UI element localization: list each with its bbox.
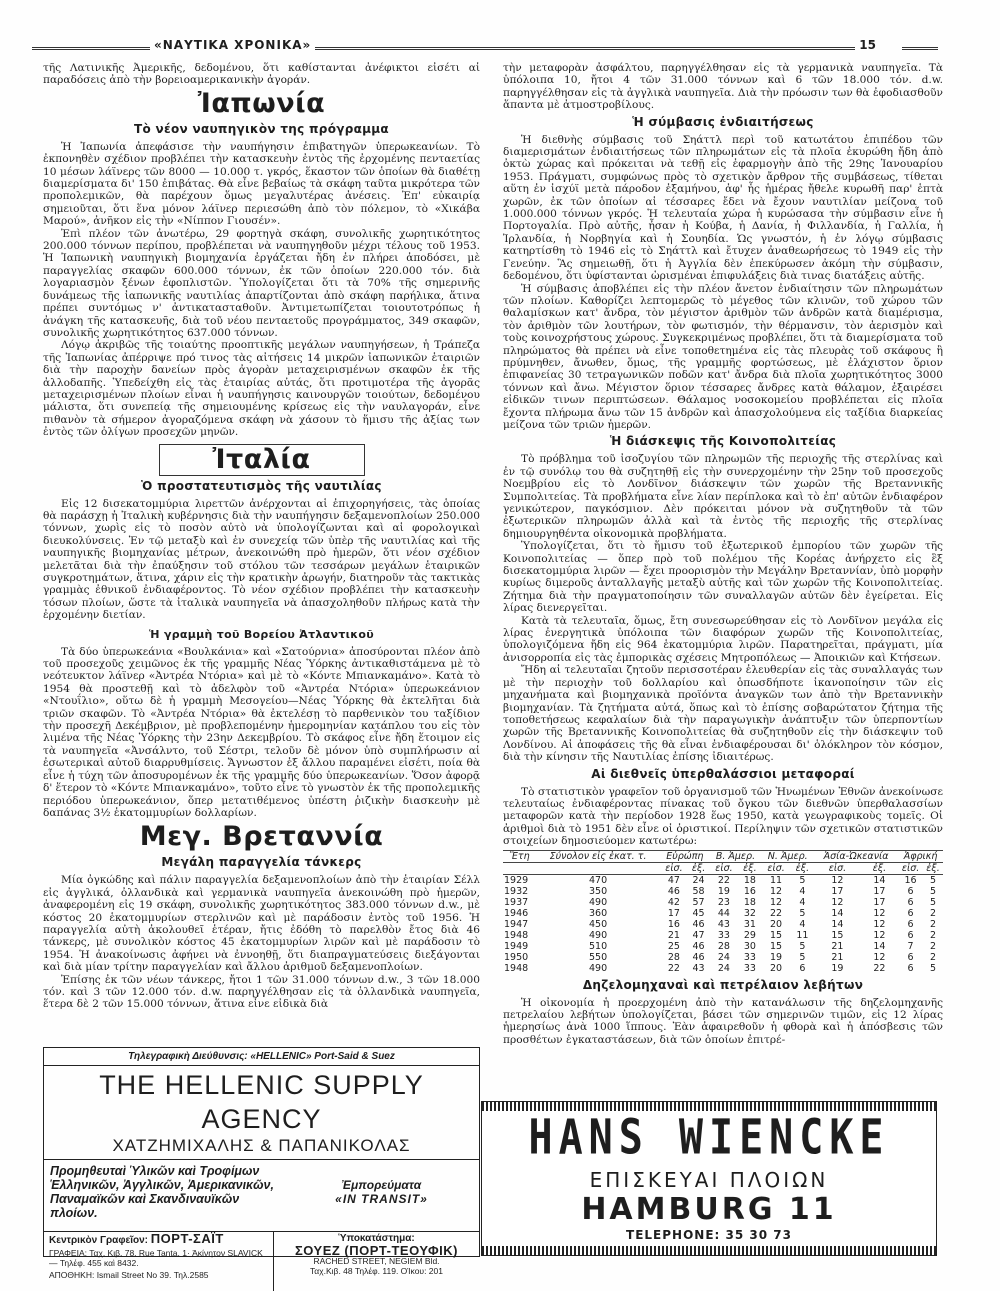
table-cell: 14 — [873, 940, 886, 952]
table-cell: 33 — [743, 951, 756, 963]
table-cell: 6 — [907, 918, 914, 930]
table-cell: 12 — [831, 874, 844, 886]
table-cell: 350 — [588, 885, 608, 897]
right-intro-paragraph: τὴν μεταφορὰν ἀσφάλτου, παρηγγέλθησαν εἰς τὰ γερμανικὰ ναυπηγεῖα. Τὰ ὑπόλοιπα 10, ἤτοι 4 τῶν 31.000 τόννων καὶ 6 τῶν 18.000 τόν. d.w. παρηγγέλθησαν εἰς τὰ ἀγγλικὰ ναυπηγεῖα. Διὰ τὴν πρόωσιν των θὰ ἐφοδιασθοῦν ἅπαντα μὲ ἀτμοστροβίλους. — [503, 62, 943, 112]
table-header-cell: Ἔτη — [503, 850, 536, 862]
table-cell: 44 — [717, 907, 730, 919]
table-cell: 550 — [588, 951, 608, 963]
table-cell: 47 — [667, 874, 680, 886]
table-cell: 21 — [831, 951, 844, 963]
table-cell: 7 — [907, 940, 914, 952]
commonwealth-paragraph-4: Ἤδη αἱ τελευταῖαι ζητοῦν περισσοτέραν ἐλευθερίαν εἰς τὰς συναλλαγάς των μὲ τὴν περιοχὴν τοῦ δολλαρίου καὶ ὁπωσδήποτε ἱκανοποίησιν τῶν εἰς μηχανήματα καὶ βιομηχανικὰ προϊόντα ἀναγκῶν των ἀπὸ τὴν Βρεταννικὴν βιομηχανίαν. Τὰ ζητήματα αὐτά, ὅπως καὶ τὸ ἐπίσης σοβαρώτατον ζήτημα τῆς τοποθετήσεως κεφαλαίων διὰ τὴν παραγωγικὴν ἀνάπτυξιν τῶν ὑπερποντίων χωρῶν τῆς Βρεταννικῆς Κοινοπολιτείας θὰ συζητηθοῦν εἰς τὴν διάσκεψιν τοῦ Λονδίνου. Αἱ ἀποφάσεις τῆς θὰ εἶναι ἐνδιαφέρουσαι δι' ὁλόκληρον τὸν κόσμον, διὰ τὴν κίνησιν τῆς Ναυτιλίας ἐπίσης ἰδιαιτέρως. — [503, 664, 943, 764]
subtitle-diesel: Δηζελομηχαναὶ καὶ πετρέλαιον λεβήτων — [582, 977, 864, 992]
table-cell: 6 — [907, 929, 914, 941]
ad-head-office — [44, 1232, 274, 1291]
table-cell: 33 — [743, 962, 756, 974]
japan-paragraph-1: Ἡ Ἰαπωνία ἀπεφάσισε τὴν ναυπήγησιν ἐπιβατηγῶν ὑπερωκεανίων. Τὸ ἐκπονηθὲν σχέδιον προβλέπει τὴν κατασκευὴν ἐντὸς τῆς ἐρχομένης πενταετίας 10 μέσων λάϊνερς τῶν 8000 — 10.000 τ. γκρός, ἕκαστον τῶν ὁποίων θὰ διαθέτῃ διαμερίσματα δι' 150 ἐπιβάτας. Θὰ εἶνε βεβαίως τὰ σκάφη ταῦτα μικρότερα τῶν προπολεμικῶν, θὰ παρέχουν ὅμως μεγαλυτέρας ἀνέσεις. Ἐπ' εὐκαιρίᾳ σημειοῦται, ὅτι ἕνα μόνον λάϊνερ περιεσώθη ἀπὸ τὸν πόλεμον, τὸ «Χικάβα Μαρού», ἀνῆκον εἰς τὴν «Νίππον Γιουσέν». — [43, 140, 480, 228]
ad-supplies-text: Προμηθευταὶ Ὑλικῶν καὶ Τροφίμων Ἑλληνικῶν, Ἀγγλικῶν, Ἀμερικανικῶν, Παναμαϊκῶν καὶ Σκανδιναυϊκῶν πλοίων. — [50, 1164, 274, 1220]
table-cell: 1932 — [504, 885, 529, 897]
table-cell: 6 — [907, 885, 914, 897]
convention-paragraph-1: Ἡ διεθνὴς σύμβασις τοῦ Σηάττλ περὶ τοῦ κατωτάτου ἐπιπέδου τῶν διαμερισμάτων ἐνδιαιτήσεως τῶν πληρωμάτων εἰς τὰ πλοῖα ἐκυρώθη ἤδη ἀπὸ ὀκτὼ χώρας καὶ πρόκειται νὰ τεθῇ εἰς ἐφαρμογὴν ἀπὸ τῆς 29ης Ἰανουαρίου 1953. Πράγματι, συμφώνως πρὸς τὸ σχετικὸν ἄρθρον τῆς συμβάσεως, τίθεται αὕτη ἐν ἰσχύϊ μετὰ πάροδον ἐξαμήνου, ἀφ' ἧς ἡμέρας ἤθελε κυρωθῆ παρ' ἑπτὰ χωρῶν, ἐκ τῶν ὁποίων αἱ τέσσαρες ἔδει νὰ ἔχουν ναυτιλίαν μείζονα τοῦ 1.000.000 τόννων γκρός. Ἡ τελευταία χώρα ἡ κυρώσασα τὴν σύμβασιν εἶνε ἡ Πορτογαλία. Πρὸ αὐτῆς, ἦσαν ἡ Κούβα, ἡ Δανία, ἡ Φιλλανδία, ἡ Γαλλία, ἡ Ἰρλανδία, ἡ Νορβηγία καὶ ἡ Σουηδία. Ὡς γνωστόν, ἡ ἐν λόγῳ σύμβασις κατηρτίσθη τὸ 1946 εἰς τὸ Σηάττλ καὶ ἔτυχεν ἀναθεωρήσεως τὸ 1949 εἰς τὴν Γενεύην. Ἃς σημειωθῇ, ὅτι ἡ Ἀγγλία δὲν ἐπεκύρωσεν ἀκόμη τὴν σύμβασιν, δεδομένου, ὅτι ὑφίστανται ὡρισμέναι ἐπιφυλάξεις διὰ τινας διατάξεις αὐτῆς. — [503, 133, 943, 283]
table-subheader-cell: ἐξ. — [923, 862, 943, 874]
subtitle-britain: Μεγάλη παραγγελία τάνκερς — [161, 855, 362, 870]
subtitle-commonwealth: Ἡ διάσκεψις τῆς Κοινοπολιτείας — [609, 434, 837, 449]
table-cell: 46 — [692, 918, 705, 930]
table-cell: 46 — [692, 951, 705, 963]
ad-office-line-2: ΑΠΟΘΗΚΗ: Ismail Street No 39. Τηλ.2585 — [49, 1270, 209, 1280]
table-cell: 1949 — [504, 940, 529, 952]
table-cell: 14 — [831, 918, 844, 930]
table-cell: 6 — [907, 896, 914, 908]
ad-owners: ΧΑΤΖΗΜΙΧΑΛΗΣ & ΠΑΠΑΝΙΚΟΛΑΣ — [44, 1136, 479, 1160]
table-cell: 45 — [692, 907, 705, 919]
table-cell: 5 — [799, 940, 806, 952]
subtitle-convention: Ἡ σύμβασις ἐνδιαιτήσεως — [632, 114, 814, 129]
table-subheader-cell: εἰσ. — [710, 862, 739, 874]
table-cell: 15 — [831, 929, 844, 941]
table-cell: 20 — [770, 962, 783, 974]
ad-company-name: HANS WIENCKE — [528, 1110, 890, 1166]
convention-paragraph-2: Ἡ σύμβασις ἀποβλέπει εἰς τὴν πλέον ἄνετον ἐνδιαίτησιν τῶν πληρωμάτων τῶν πλοίων. Καθορίζει λεπτομερῶς τὸ μέγεθος τῶν κλινῶν, τοῦ χώρου τῶν θαλαμίσκων κατ' ἄνδρα, τὸν μέγιστον ἀριθμὸν τῶν ἀνδρῶν κατὰ διαμέρισμα, τὸν ἀριθμὸν τῶν λουτήρων, τὸν φωτισμόν, τὴν θέρμανσιν, τὸν ἀερισμὸν καὶ τοὺς κοινοχρήστους χώρους. Συγκεκριμένως προβλέπει, ὅτι τὰ διαμερίσματα τοῦ πληρώματος θὰ πρέπει νὰ εἶνε τοποθετημένα εἰς τὰς πλευρὰς τοῦ σκάφους ἢ πρύμνηθεν, ἄνωθεν, ὅμως, τῆς γραμμῆς φορτώσεως, μὲ ἐλάχιστον ὅριον ἐπιφανείας 30 τετραγωνικῶν ποδῶν κατ' ἄνδρα διὰ πλοῖα χωρητικότητος 3000 τόννων καὶ ἄνω. Μέγιστον ὅριον τέσσαρες ἄνδρες κατὰ θάλαμον, ἐξαιρέσει εἰδικῶν τινων περιπτώσεων. Θάλαμος νοσοκομείου προβλέπεται εἰς πλοῖα ἔχοντα πλήρωμα ἄνω τῶν 15 ἀνδρῶν καὶ ἀπασχολούμενα εἰς ταξίδια διαρκείας μείζονα τῶν τριῶν ἡμερῶν. — [503, 282, 943, 431]
japan-paragraph-3: Λόγῳ ἀκριβῶς τῆς τοιαύτης προοπτικῆς μεγάλων ναυπηγήσεων, ἡ Τράπεζα τῆς Ἰαπωνίας ἀπέρριψε πρό τινος τὰς αἰτήσεις 14 μικρῶν ἰαπωνικῶν ἑταιριῶν διὰ τὴν παροχὴν δανείων πρὸς ἀγορὰν μεταχειρισμένων σκαφῶν ἐκ τῆς ἀλλοδαπῆς. Ὑπεδείχθη εἰς τὰς ἑταιρίας αὐτάς, ὅτι προτιμοτέρα τῆς ἀγορᾶς μεταχειρισμένων πλοίων εἶναι ἡ ναυπήγησις καινουργῶν τοιούτων, δεδομένου μάλιστα, ὅτι συνεπείᾳ τῆς σημειουμένης κρίσεως εἰς τὴν ναυλαγοράν, εἶνε πιθανὸν τὰ σήμερον ἀγοραζόμενα σκάφη νὰ χάσουν τὸ ἥμισυ τῆς ἀξίας των ἐντὸς τῶν ὀλίγων προσεχῶν μηνῶν. — [43, 339, 480, 439]
ad-telegraph-address: Τηλεγραφικὴ Διεύθυνσις: «HELLENIC» Port-Said & Suez — [44, 1048, 479, 1066]
table-header-cell: Β. Ἀμερ. — [710, 850, 762, 862]
ad-telephone: TELEPHONE: 35 30 73 — [626, 1228, 792, 1242]
table-cell: 22 — [873, 962, 886, 974]
table-row — [503, 897, 943, 908]
table-body — [503, 874, 943, 974]
table-row — [503, 930, 943, 941]
table-cell: 490 — [588, 962, 608, 974]
table-cell: 12 — [873, 951, 886, 963]
subtitle-japan: Τὸ νέον ναυπηγικὸν της πρόγραμμα — [134, 121, 389, 136]
table-cell: 12 — [873, 918, 886, 930]
table-header-cell: Ν. Ἀμερ. — [761, 850, 814, 862]
table-row — [503, 963, 943, 974]
left-intro-paragraph: τῆς Λατινικῆς Ἀμερικῆς, δεδομένου, ὅτι καθίστανται ἀνέφικτοι εἰσέτι αἱ παραδόσεις ἀπὸ τὴν βορειοαμερικανικὴν ἀγοράν. — [43, 62, 480, 87]
transport-statistics-table — [503, 850, 943, 974]
table-subheader-cell: ἐξ. — [738, 862, 761, 874]
table-cell: 23 — [717, 896, 730, 908]
britain-paragraph-2: Ἐπίσης ἐκ τῶν νέων τάνκερς, ἤτοι 1 τῶν 31.000 τόννων d.w., 3 τῶν 18.000 τόν. καὶ 3 τῶν 12.000 τόν. d.w. παρηγγέλθησαν εἰς τὰ ὀλλανδικὰ ναυπηγεῖα, ἕτερα δὲ 2 τῶν 15.000 τόννων, ἅτινα εἶνε εἰδικὰ διὰ — [43, 973, 480, 1011]
table-cell: 470 — [588, 874, 608, 886]
table-cell: 16 — [904, 874, 917, 886]
publication-title: «ΝΑΥΤΙΚΑ ΧΡΟΝΙΚΑ» — [150, 38, 315, 52]
subtitle-italy: Ὁ προστατευτισμὸς τῆς ναυτιλίας — [141, 478, 382, 493]
table-cell: 57 — [692, 896, 705, 908]
table-header-cell: Εὐρώπη — [660, 850, 709, 862]
table-cell: 4 — [799, 918, 806, 930]
japan-paragraph-2: Ἐπὶ πλέον τῶν ἀνωτέρω, 29 φορτηγὰ σκάφη, συνολικῆς χωρητικότητος 200.000 τόννων περίπου, προβλέπεται νὰ ναυπηγηθοῦν μέχρι τέλους τοῦ 1953. Ἡ Ἰαπωνικὴ ναυπηγικὴ βιομηχανία ἐργάζεται ἤδη ἐν πλήρει ἀποδόσει, μὲ παραγγελίας σκαφῶν 600.000 τόννων, ἐκ τῶν ὁποίων 220.000 τόν. διὰ λογαριασμὸν ξένων ἐφοπλιστῶν. Ὑπολογίζεται ὅτι τὰ 70% τῆς σημερινῆς δυνάμεως τῆς ἰαπωνικῆς ναυτιλίας ἀπαρτίζονται ἀπὸ σκάφη παρήλικα, ἅτινα πρέπει συντόμως ν' ἀντικατασταθοῦν. Ἀντιμετωπίζεται τοιουτοτρόπως ἡ ἀνάγκη τῆς κατασκευῆς, διὰ τοῦ νέου πενταετοῦς προγράμματος, 349 σκαφῶν, συνολικῆς χωρητικότητος 637.000 τόννων. — [43, 227, 480, 339]
table-cell: 1947 — [504, 918, 529, 930]
header-rule-left — [32, 47, 152, 50]
table-cell: 1950 — [504, 951, 529, 963]
table-cell: 2 — [929, 918, 937, 930]
table-cell: 19 — [770, 951, 783, 963]
table-cell: 14 — [873, 874, 886, 886]
table-cell: 1946 — [504, 907, 529, 919]
ad-branch-label: Ὑποκατάστημα: — [338, 1233, 415, 1244]
ad-branch-city: ΣΟΥΕΖ (ΠΟΡΤ-ΤΕΟΥΦΙΚ) — [294, 1243, 459, 1258]
table-cell: 47 — [692, 929, 705, 941]
table-cell: 2 — [929, 907, 937, 919]
table-cell: 360 — [588, 907, 608, 919]
ad-office-label: Κεντρικὸν Γραφεῖον: — [49, 1235, 149, 1246]
table-cell: 1948 — [504, 929, 529, 941]
header-rule-middle — [262, 47, 862, 50]
ad-branch-office — [274, 1232, 479, 1291]
table-cell: 11 — [796, 929, 809, 941]
table-cell: 42 — [667, 896, 680, 908]
table-cell: 17 — [831, 885, 844, 897]
table-row — [503, 941, 943, 952]
table-header-cell: Ἀσία-Ὠκεανία — [814, 850, 898, 862]
table-cell: 2 — [929, 929, 937, 941]
subtitle-transport: Αἱ διεθνεῖς ὑπερθαλάσσιοι μεταφοραί — [591, 766, 855, 781]
table-cell: 6 — [907, 962, 914, 974]
table-subheader-cell: ἐξ. — [791, 862, 814, 874]
section-title-britain: Μεγ. Βρεταννία — [139, 821, 384, 853]
table-cell: 12 — [873, 907, 886, 919]
table-cell: 11 — [770, 874, 783, 886]
table-cell: 2 — [929, 951, 937, 963]
table-cell: 12 — [831, 896, 844, 908]
ad-transit-line-1: Ἐμπορεύματα — [341, 1178, 422, 1192]
table-cell: 58 — [692, 885, 705, 897]
right-column — [503, 62, 943, 1106]
table-cell: 46 — [692, 940, 705, 952]
hans-wiencke-ad — [481, 1101, 937, 1256]
table-cell: 5 — [799, 874, 806, 886]
table-cell: 17 — [873, 896, 886, 908]
italy-paragraph-2: Τὰ δύο ὑπερωκεάνια «Βουλκάνια» καὶ «Σατούρνια» ἀποσύρονται πλέον ἀπὸ τοῦ προσεχοῦς χειμῶνος ἐκ τῆς γραμμῆς Νέας Ὑόρκης ἀντικαθιστάμενα μὲ τὸ νεότευκτον λάϊνερ «Ἀντρέα Ντόρια» καὶ μὲ τὸ «Κόντε Μπιανκαμάνο». Κατὰ τὸ 1954 θὰ προστεθῇ καὶ τὸ ἀδελφὸν τοῦ «Ἀντρέα Ντόρια» ὑπερωκεάνιον «Ντουΐλιο», οὕτω δὲ ἡ γραμμὴ Μεσογείου—Νέας Ὑόρκης θὰ ἐκτελῆται διὰ τριῶν σκαφῶν. Τὸ «Ἀντρέα Ντόρια» θὰ ἐκτελέσῃ τὸ παρθενικὸν του ταξίδιον τὴν προσεχῆ Δεκέμβριον, μὲ προβλεπομένην ἡμερομηνίαν κατάπλου του εἰς τὸν λιμένα τῆς Νέας Ὑόρκης τὴν 23ην Δεκεμβρίου. Τὸ σκάφος εἶνε ἤδη ἕτοιμον εἰς τὰ ναυπηγεῖα «Ἀνσάλντο, τοῦ Σέστρι, τελοῦν δὲ μόνον ὑπὸ συμπλήρωσιν αἱ ἐσωτερικαὶ αὐτοῦ διαρρυθμίσεις. Ἄγνωστον ἐξ ἄλλου παραμένει εἰσέτι, ποία θὰ εἶνε ἡ τύχη τῶν ἀποσυρομένων ἐκ τῆς γραμμῆς δύο ὑπερωκεανίων. Ὅσον ἀφορᾷ δ' ἕτερον τὸ «Κόντε Μπιανκαμάνο», τοῦτο εἶνε τὸ γνωστὸν ἐκ τῆς προπολεμικῆς περιόδου ὑπερωκεάνιον, ὅπερ μετατιθέμενος ὑπέστη ῥιζικὴν διασκευὴν μὲ δαπάνας 3½ ἑκατομμυρίων δολλαρίων. — [43, 645, 480, 819]
table-cell: 12 — [873, 929, 886, 941]
table-cell: 22 — [667, 962, 680, 974]
table-cell: 6 — [907, 951, 914, 963]
table-subheader-cell: εἰσ. — [814, 862, 861, 874]
table-cell: 28 — [717, 940, 730, 952]
table-cell: 29 — [743, 929, 756, 941]
table-cell: 18 — [743, 896, 756, 908]
transport-paragraph-1: Τὸ στατιστικὸν γραφεῖον τοῦ ὀργανισμοῦ τῶν Ἡνωμένων Ἐθνῶν ἀνεκοίνωσε τελευταίως ἐνδιαφέροντας πίνακας τοῦ ὄγκου τῶν διεθνῶν ὑπερθαλασσίων μεταφορῶν κατὰ τὴν περίοδον 1928 ἕως 1950, κατὰ γεωγραφικοὺς τομεῖς. Οἱ ἀριθμοὶ διὰ τὸ 1951 δὲν εἶνε οἱ ὁριστικοί. Περίληψιν τῶν σχετικῶν στατιστικῶν στοιχείων δημοσιεύομεν κατωτέρω: — [503, 785, 943, 848]
table-cell: 21 — [831, 940, 844, 952]
table-cell: 6 — [907, 907, 914, 919]
subtitle-north-atlantic: Ἡ γραμμὴ τοῦ Βορείου Ἀτλαντικοῦ — [149, 627, 374, 641]
table-row — [503, 874, 943, 886]
table-cell: 22 — [770, 907, 783, 919]
table-cell: 15 — [770, 940, 783, 952]
ad-office-heading — [49, 1231, 268, 1246]
table-cell: 12 — [770, 885, 783, 897]
table-cell: 20 — [770, 918, 783, 930]
page-number: 15 — [855, 38, 880, 52]
table-cell: 2 — [929, 940, 937, 952]
ad-service: ΕΠΙΣΚΕΥΑΙ ΠΛΟΙΩΝ — [589, 1168, 829, 1192]
table-cell: 19 — [831, 962, 844, 974]
table-cell: 16 — [667, 918, 680, 930]
table-cell: 32 — [743, 907, 756, 919]
table-cell: 46 — [667, 885, 680, 897]
table-cell: 17 — [873, 885, 886, 897]
table-cell: 14 — [831, 907, 844, 919]
table-cell: 30 — [743, 940, 756, 952]
ad-branch-line-2: Ταχ.Κιβ. 48 Τηλέφ. 119. ΟΊκου: 201 — [310, 1266, 443, 1276]
britain-paragraph-1: Μία ὀγκώδης καὶ πάλιν παραγγελία δεξαμενοπλοίων ἀπὸ τὴν ἑταιρίαν Σέλλ εἰς ἀγγλικά, ὀλλανδικὰ καὶ γερμανικὰ ναυπηγεῖα ἀνεκοινώθη πρὸ ἡμερῶν, ἀναφερομένη εἰς 19 σκάφη, συνολικῆς χωρητικότητος 383.000 τόννων d.w., μὲ κόστος 20 ἑκατομμυρίων στερλινῶν καὶ μὲ παράδοσιν ἐντὸς τοῦ 1956. Ἡ παραγγελία αὐτὴ ἀκολουθεῖ ἑτέραν, ἤτις ἐδόθη τὸ παρελθὸν ἔτος διὰ 46 τάνκερς, μὲ συνολικὸν κόστος 45 ἑκατομμυρίων λιρῶν καὶ μὲ παράδοσιν τὸ 1954. Ἡ ἀνακοίνωσις ἀφήνει νὰ ἐννοηθῇ, ὅτι διαπραγματεύσεις διεξάγονται καὶ διὰ μίαν τρίτην παραγγελίαν καὶ ἄλλου ἀριθμοῦ δεξαμενοπλοίων. — [43, 874, 480, 974]
diesel-paragraph-1: Ἡ οἰκονομία ἡ προερχομένη ἀπὸ τὴν κατανάλωσιν τῆς δηζελομηχανῆς πετρελαίου λεβήτων ὑπολογίζεται, βάσει τῶν σημερινῶν τιμῶν, εἰς 12 λίρας ἡμερησίως ἀνὰ 1000 ἵππους. Ἐὰν ἀφαιρεθοῦν ἡ φθορὰ καὶ ἡ ἀπόσβεσις τῶν προσθέτων ἐγκαταστάσεων, διὰ τῶν ὁποίων ἐπιτρέ- — [503, 996, 943, 1046]
table-cell: 15 — [770, 929, 783, 941]
table-subheader-cell: ἐξ. — [688, 862, 710, 874]
table-header-cell: Ἀφρική — [898, 850, 943, 862]
table-cell: 22 — [717, 874, 730, 886]
table-cell: 21 — [667, 929, 680, 941]
table-cell: 1948 — [504, 962, 529, 974]
ad-agency-name: THE HELLENIC SUPPLY AGENCY — [99, 1070, 424, 1134]
table-cell: 5 — [929, 962, 937, 974]
table-cell: 5 — [929, 874, 937, 886]
table-cell: 24 — [717, 951, 730, 963]
table-header-cell: Σύνολον εἰς ἑκατ. τ. — [536, 850, 660, 862]
table-cell: 5 — [929, 885, 937, 897]
table-cell: 43 — [692, 962, 705, 974]
page-header — [32, 38, 938, 56]
table-cell: 18 — [743, 874, 756, 886]
table-cell: 5 — [799, 951, 806, 963]
ad-border-bottom — [482, 1246, 936, 1255]
table-subheader-cell — [503, 862, 536, 874]
table-row — [503, 952, 943, 963]
table-cell: 16 — [743, 885, 756, 897]
table-cell: 5 — [799, 907, 806, 919]
table-cell: 43 — [717, 918, 730, 930]
table-cell: 33 — [717, 929, 730, 941]
header-rule-right — [902, 47, 938, 50]
ad-transit-box — [284, 1160, 479, 1231]
table-row — [503, 908, 943, 919]
ad-bottom-row — [44, 1232, 479, 1291]
table-cell: 4 — [799, 896, 806, 908]
table-subheader-cell: εἰσ. — [761, 862, 790, 874]
section-title-italy: Ἰταλία — [159, 444, 365, 476]
hellenic-supply-agency-ad — [43, 1047, 480, 1280]
ad-middle-row — [44, 1160, 479, 1232]
table-cell: 19 — [717, 885, 730, 897]
table-cell: 12 — [770, 896, 783, 908]
section-title-japan: Ἰαπωνία — [197, 87, 326, 119]
italy-paragraph-1: Εἰς 12 δισεκατομμύρια λιρεττῶν ἀνέρχονται αἱ ἐπιχορηγήσεις, τὰς ὁποίας θὰ παράσχῃ ἡ Ἰταλικὴ κυβέρνησις διὰ τὴν ναυπήγησιν δεξαμενοπλοίων 250.000 τόννων, χωρὶς εἰς τὸ ποσὸν αὐτὸ νὰ ὑπολογίζωνται καὶ αἱ φορολογικαὶ διευκολύνσεις. Ἐν τῷ μεταξὺ καὶ ἐν συνεχείᾳ τῶν ὑπὲρ τῆς ναυτιλίας καὶ τῆς ναυπηγικῆς βιομηχανίας μέτρων, ἀνεκοινώθη πρὸ ἡμερῶν, ὅτι νέον σχέδιον μελετᾶται διὰ τὴν ἐπαύξησιν τοῦ στόλου τῶν τεσσάρων μεγάλων ἑταιρικῶν συγκροτημάτων, ἅτινα, χάριν εἰς τὴν κρατικὴν ἀρωγήν, διατηροῦν τὰς τακτικὰς γραμμὰς ἐθνικοῦ ἐνδιαφέροντος. Τὸ νέον σχέδιον προβλέπει τὴν κατασκευὴν τόσων πλοίων, ὥστε τὰ ἰταλικὰ ναυπηγεῖα νὰ ἀπασχοληθοῦν πλήρως κατὰ τὴν ἐρχομένην διετίαν. — [43, 497, 480, 622]
table-cell: 1937 — [504, 896, 529, 908]
table-cell: 31 — [743, 918, 756, 930]
table-cell: 5 — [929, 896, 937, 908]
ad-city: HAMBURG 11 — [581, 1192, 837, 1227]
left-column — [43, 62, 480, 1040]
table-cell: 24 — [717, 962, 730, 974]
table-subheader-cell — [536, 862, 660, 874]
table-subheader-cell: εἰσ. — [660, 862, 687, 874]
ad-office-city: ΠΟΡΤ-ΣΑΪΤ — [150, 1231, 224, 1246]
ad-office-line-1: ΓΡΑΦΕΙΑ: Ταχ. Κιβ. 78. Rue Tanta, 1· Ἀκίνητον SLAVICK— Τηλέφ. 455 καὶ 8432. — [49, 1248, 263, 1268]
table-cell: 24 — [692, 874, 705, 886]
ad-transit-line-2: «IN TRANSIT» — [335, 1192, 428, 1206]
table-header-row — [503, 850, 943, 862]
table-cell: 6 — [799, 962, 806, 974]
table-cell: 17 — [667, 907, 680, 919]
ad-branch-line-1: RACHED STREET, NEGIEM Bld. — [313, 1256, 440, 1266]
table-row — [503, 886, 943, 897]
table-subheader-cell: ἐξ. — [861, 862, 898, 874]
table-cell: 1929 — [504, 874, 529, 886]
commonwealth-paragraph-2: Ὑπολογίζεται, ὅτι τὸ ἥμισυ τοῦ ἐξωτερικοῦ ἐμπορίου τῶν χωρῶν τῆς Κοινοπολιτείας — ὅπερ πρὸ τοῦ πολέμου τῆς Κορέας ἀνήρχετο εἰς ἓξ δισεκατομμύρια λιρῶν — ἔχει προορισμὸν τὴν Μεγάλην Βρεταννίαν, ὑπὸ μορφὴν κυρίως διμεροῦς ἀνταλλαγῆς μεταξὺ αὐτῆς καὶ τῶν χωρῶν τῆς Κοινοπολιτείας. Ζήτημα διὰ τὴν πραγματοποίησιν τῶν συναλλαγῶν αὐτῶν δὲν ἐγείρεται. Εἰς λίρας διενεργεῖται. — [503, 540, 943, 615]
commonwealth-paragraph-3: Κατὰ τὰ τελευταῖα, ὅμως, ἔτη συνεσωρεύθησαν εἰς τὸ Λονδῖνον μεγάλα εἰς λίρας ἐνεργητικὰ ὑπόλοιπα τῶν διαφόρων χωρῶν τῆς Κοινοπολιτείας, ὑπολογιζόμενα ἤδη εἰς 964 ἑκατομμύρια λιρῶν. Παρατηρεῖται, πράγματι, μία ἀνισορροπία εἰς τὰς ἐμπορικὰς σχέσεις Μητροπόλεως — Ἀποικιῶν καὶ Κτήσεων. — [503, 614, 943, 664]
commonwealth-paragraph-1: Τὸ πρόβλημα τοῦ ἰσοζυγίου τῶν πληρωμῶν τῆς περιοχῆς τῆς στερλίνας καὶ ἐν τῷ συνόλῳ του θὰ συζητηθῇ εἰς τὴν συνερχομένην τὴν 25ην τοῦ προσεχοῦς Νοεμβρίου εἰς τὸ Λονδῖνον διάσκεψιν τῶν χωρῶν τῆς Βρεταννικῆς Συμπολιτείας. Τὰ προβλήματα εἶνε λίαν περίπλοκα καὶ τὸ ἐπ' αὐτῶν ἐνδιαφέρον γενικώτερον, παγκόσμιον. Δὲν πρόκειται μόνον νὰ συζητηθοῦν τὰ τῶν ἐξωτερικῶν πληρωμῶν ἀλλὰ καὶ τὰ ἐντὸς τῆς περιοχῆς τῆς στερλίνας δημιουργηθέντα οἰκονομικὰ προβλήματα. — [503, 453, 943, 540]
table-cell: 510 — [588, 940, 608, 952]
table-row — [503, 919, 943, 930]
table-cell: 28 — [667, 951, 680, 963]
table-cell: 25 — [667, 940, 680, 952]
table-subheader-row — [503, 862, 943, 874]
table-subheader-cell: εἰσ. — [898, 862, 923, 874]
table-cell: 490 — [588, 929, 608, 941]
table-cell: 490 — [588, 896, 608, 908]
table-cell: 4 — [799, 885, 806, 897]
table-cell: 450 — [588, 918, 608, 930]
